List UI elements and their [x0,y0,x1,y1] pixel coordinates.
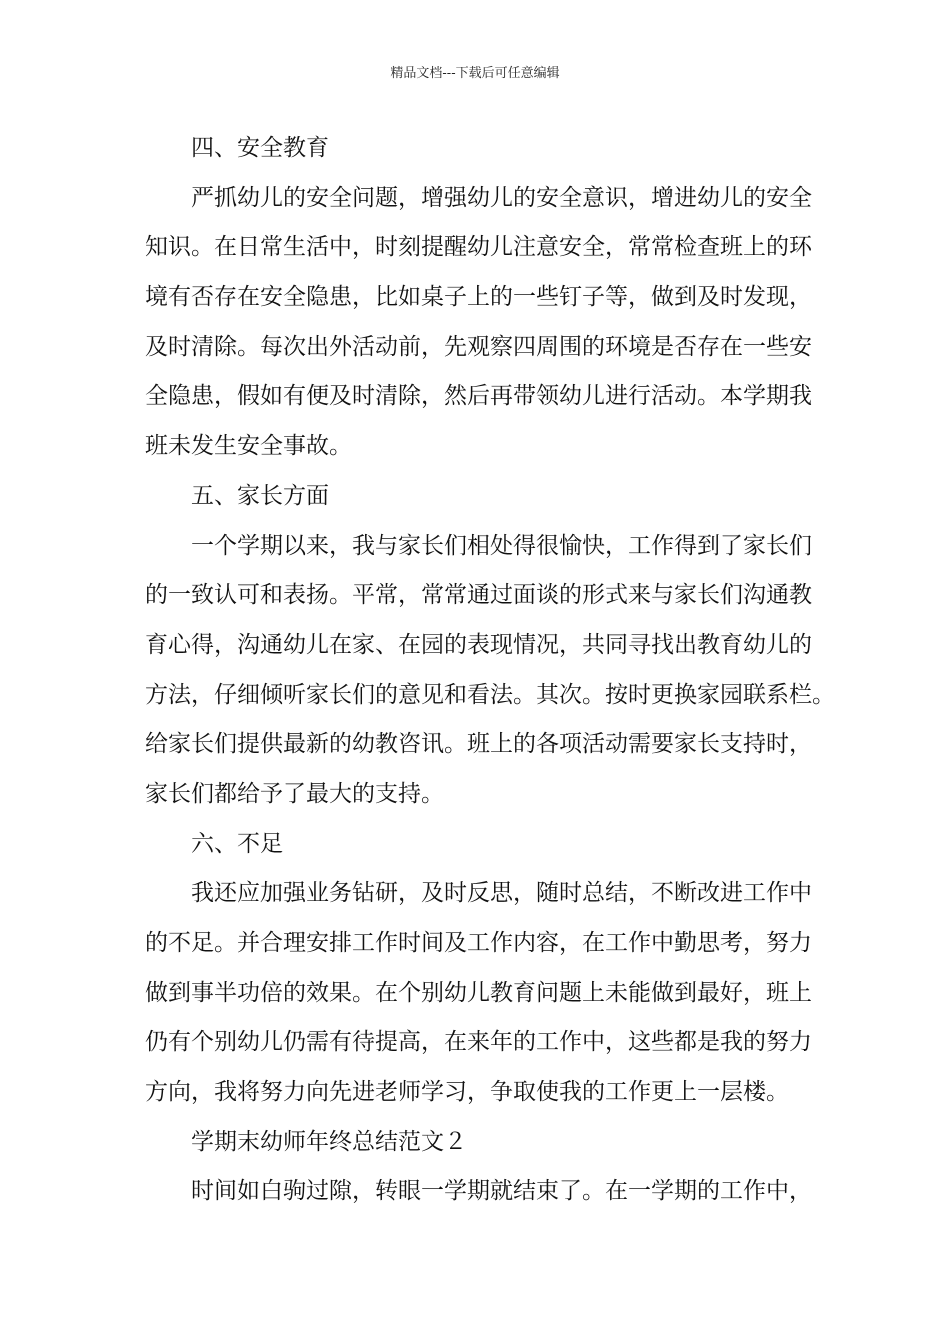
paragraph-line: 仍有个别幼儿仍需有待提高，在来年的工作中，这些都是我的努力 [145,1029,812,1056]
paragraph-line: 严抓幼儿的安全问题，增强幼儿的安全意识，增进幼儿的安全 [191,184,812,211]
paragraph-line: 境有否存在安全隐患，比如桌子上的一些钉子等，做到及时发现， [145,284,812,311]
paragraph-line: 做到事半功倍的效果。在个别幼儿教育问题上未能做到最好，班上 [145,979,812,1006]
section-heading-parents: 五、家长方面 [191,482,329,509]
paragraph-line: 育心得，沟通幼儿在家、在园的表现情况，共同寻找出教育幼儿的 [145,631,812,658]
paragraph-line: 及时清除。每次出外活动前，先观察四周围的环境是否存在一些安 [145,333,812,360]
section-heading-shortcomings: 六、不足 [191,830,283,857]
paragraph-line: 的不足。并合理安排工作时间及工作内容，在工作中勤思考，努力 [145,930,812,956]
paragraph-line: 的一致认可和表扬。平常，常常通过面谈的形式来与家长们沟通教 [145,582,812,609]
section-heading-safety: 四、安全教育 [191,135,329,161]
paragraph-line: 方向，我将努力向先进老师学习，争取使我的工作更上一层楼。 [145,1079,789,1106]
paragraph-line: 全隐患，假如有便及时清除，然后再带领幼儿进行活动。本学期我 [145,383,812,410]
paragraph-line: 给家长们提供最新的幼教咨讯。班上的各项活动需要家长支持时， [145,731,812,758]
paragraph-line: 知识。在日常生活中，时刻提醒幼儿注意安全，常常检查班上的环 [145,234,812,261]
paragraph-line: 家长们都给予了最大的支持。 [145,780,444,807]
document-body [145,124,835,1217]
paragraph-line: 班未发生安全事故。 [145,433,352,460]
paragraph-line: 方法，仔细倾听家长们的意见和看法。其次。按时更换家园联系栏。 [145,681,835,708]
paragraph-line: 时间如白驹过隙，转眼一学期就结束了。在一学期的工作中， [191,1178,812,1205]
article-title: 学期末幼师年终总结范文２ [191,1128,467,1155]
paragraph-line: 一个学期以来，我与家长们相处得很愉快，工作得到了家长们 [191,532,812,559]
page-header: 精品文档---下载后可任意编辑 [390,66,560,81]
paragraph-line: 我还应加强业务钻研，及时反思，随时总结，不断改进工作中 [191,880,812,907]
